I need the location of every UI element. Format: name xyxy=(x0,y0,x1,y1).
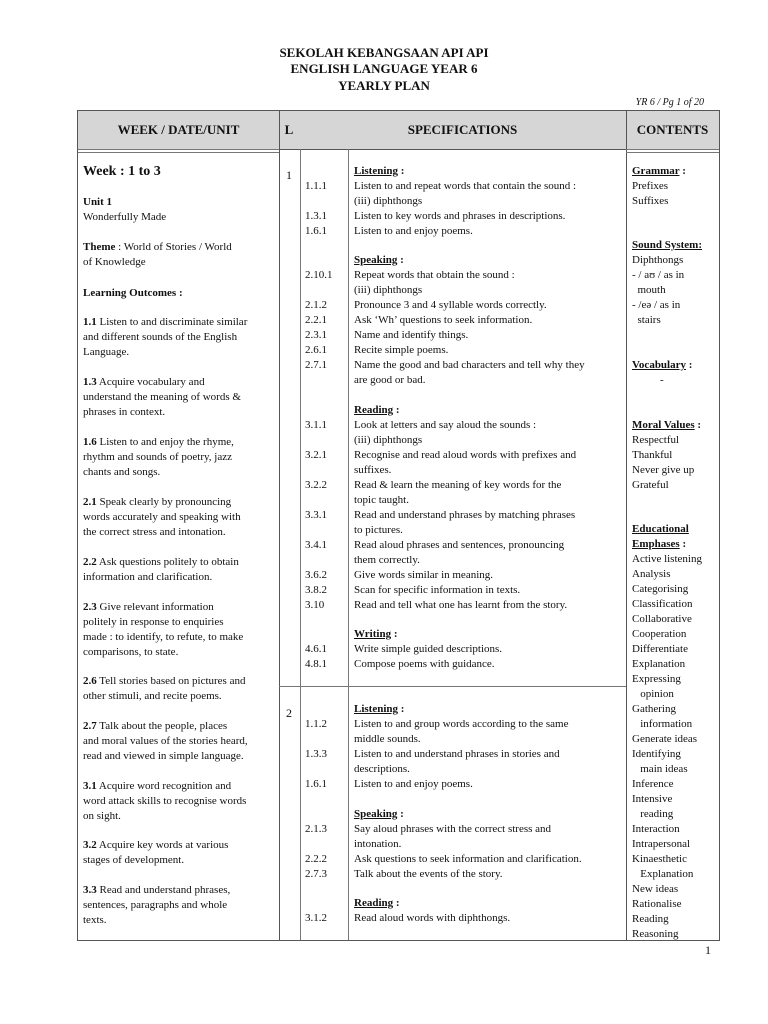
col-header-level: L xyxy=(284,122,294,137)
emphasis-item: Explanation xyxy=(632,658,686,670)
outcome-code: 3.2 xyxy=(83,839,97,851)
subject-title: ENGLISH LANGUAGE YEAR 6 xyxy=(290,61,478,76)
spec-text: Say aloud phrases with the correct stress and xyxy=(354,823,552,835)
spec-code: 4.6.1 xyxy=(305,643,327,655)
emphasis-item: Classification xyxy=(632,598,693,610)
emphasis-item: information xyxy=(632,718,693,730)
row-divider xyxy=(626,149,719,150)
reading-heading-row: Reading : xyxy=(354,404,400,416)
writing-heading: Writing xyxy=(354,628,392,640)
outcome-text: Acquire key words at various xyxy=(96,839,229,851)
plan-title: YEARLY PLAN xyxy=(338,78,430,93)
outcome-text: Acquire vocabulary and xyxy=(96,376,205,388)
spec-text: Listen to and enjoy poems. xyxy=(354,778,473,790)
vocabulary-heading: Vocabulary xyxy=(632,359,686,371)
spec-text: to pictures. xyxy=(354,524,403,536)
outcome-text: the correct stress and intonation. xyxy=(83,526,226,538)
spec-code: 2.1.3 xyxy=(305,823,327,835)
spec-text: Ask questions to seek information and clarification. xyxy=(354,853,582,865)
spec-code: 1.1.1 xyxy=(305,180,327,192)
outcome-text: chants and songs. xyxy=(83,466,161,478)
emphases-heading: Emphases xyxy=(632,538,680,550)
spec-code: 2.3.1 xyxy=(305,329,327,341)
outcome-text: Listen to and discriminate similar xyxy=(96,316,248,328)
spec-code: 3.10 xyxy=(305,599,325,611)
speaking-heading: Speaking xyxy=(354,254,398,266)
sound-item: Diphthongs xyxy=(632,254,684,266)
spec-text: them correctly. xyxy=(354,554,420,566)
row-divider xyxy=(78,149,279,150)
listening-heading-row: Listening : xyxy=(354,703,405,715)
spec-text: Listen to and enjoy poems. xyxy=(354,225,473,237)
outcome-item xyxy=(83,555,239,570)
spec-code: 4.8.1 xyxy=(305,658,327,670)
theme-line xyxy=(83,240,232,255)
spec-text: Read and tell what one has learnt from the story. xyxy=(354,599,568,611)
outcome-item xyxy=(83,719,227,734)
outcome-text: Talk about the people, places xyxy=(96,720,228,732)
outcome-code: 1.1 xyxy=(83,316,97,328)
spec-text: suffixes. xyxy=(354,464,392,476)
level-number: 2 xyxy=(286,706,292,720)
emphasis-item: Identifying xyxy=(632,748,681,760)
writing-heading-row: Writing : xyxy=(354,628,398,640)
outcome-text: sentences, paragraphs and whole xyxy=(83,899,228,911)
emphasis-item: Kinaesthetic xyxy=(632,853,687,865)
theme-text: : World of Stories / World xyxy=(115,241,232,253)
emphasis-item: Collaborative xyxy=(632,613,692,625)
spec-code: 2.6.1 xyxy=(305,344,327,356)
speaking-heading-row: Speaking : xyxy=(354,808,404,820)
outcome-item xyxy=(83,495,231,510)
emphasis-item: Categorising xyxy=(632,583,689,595)
outcome-text: rhythm and sounds of poetry, jazz xyxy=(83,451,232,463)
outcome-text: Read and understand phrases, xyxy=(96,884,231,896)
spec-text: (iii) diphthongs xyxy=(354,284,423,296)
sound-item: - /eə / as in xyxy=(632,299,681,311)
spec-code: 2.2.1 xyxy=(305,314,327,326)
outcome-text: texts. xyxy=(83,914,107,926)
moral-item: Grateful xyxy=(632,479,669,491)
emphasis-item: Intrapersonal xyxy=(632,838,691,850)
grammar-item: Suffixes xyxy=(632,195,669,207)
spec-code: 1.6.1 xyxy=(305,225,327,237)
emphasis-item: Interaction xyxy=(632,823,680,835)
moral-item: Thankful xyxy=(632,449,673,461)
listening-heading-row: Listening : xyxy=(354,165,405,177)
spec-code: 2.2.2 xyxy=(305,853,327,865)
learning-outcomes-heading: Learning Outcomes : xyxy=(83,287,183,299)
spec-text: (iii) diphthongs xyxy=(354,434,423,446)
reading-heading-row: Reading : xyxy=(354,897,400,909)
spec-text: Look at letters and say aloud the sounds : xyxy=(354,419,537,431)
outcome-text: word attack skills to recognise words xyxy=(83,795,247,807)
outcome-text: Language. xyxy=(83,346,130,358)
spec-text: Listen to and group words according to the same xyxy=(354,718,569,730)
theme-text-2: of Knowledge xyxy=(83,256,146,268)
emphasis-item: Rationalise xyxy=(632,898,682,910)
outcome-code: 1.6 xyxy=(83,436,97,448)
emphasis-item: Inference xyxy=(632,778,674,790)
outcome-text: Give relevant information xyxy=(96,601,214,613)
column-divider xyxy=(348,149,349,940)
outcome-text: Ask questions politely to obtain xyxy=(96,556,239,568)
column-divider xyxy=(300,149,301,940)
listening-heading: Listening xyxy=(354,703,399,715)
outcome-code: 3.3 xyxy=(83,884,97,896)
spec-text: Read aloud words with diphthongs. xyxy=(354,912,511,924)
spec-code: 1.6.1 xyxy=(305,778,327,790)
outcome-code: 2.7 xyxy=(83,720,97,732)
emphasis-item: Gathering xyxy=(632,703,676,715)
spec-text: Repeat words that obtain the sound : xyxy=(354,269,515,281)
outcome-code: 2.2 xyxy=(83,556,97,568)
spec-text: Read & learn the meaning of key words for the xyxy=(354,479,562,491)
spec-code: 3.2.1 xyxy=(305,449,327,461)
moral-row: Moral Values : xyxy=(632,419,702,431)
col-header-week: WEEK / DATE/UNIT xyxy=(117,122,240,137)
outcome-code: 1.3 xyxy=(83,376,97,388)
spec-code: 1.1.2 xyxy=(305,718,327,730)
outcome-item xyxy=(83,883,230,898)
col-header-specifications: SPECIFICATIONS xyxy=(407,122,518,137)
spec-code: 2.7.1 xyxy=(305,359,327,371)
outcome-item xyxy=(83,674,245,689)
outcome-text: stages of development. xyxy=(83,854,185,866)
vocabulary-row: Vocabulary : xyxy=(632,359,693,371)
grammar-heading: Grammar xyxy=(632,165,680,177)
unit-label: Unit 1 xyxy=(83,196,113,208)
theme-label: Theme xyxy=(83,241,116,253)
reading-heading: Reading xyxy=(354,404,394,416)
column-divider xyxy=(626,111,627,940)
emphasis-item: main ideas xyxy=(632,763,688,775)
outcome-code: 2.6 xyxy=(83,675,97,687)
educational-heading: Educational xyxy=(632,523,689,535)
outcome-text: Speak clearly by pronouncing xyxy=(96,496,232,508)
outcome-code: 2.1 xyxy=(83,496,97,508)
sound-item: mouth xyxy=(632,284,666,296)
grammar-item: Prefixes xyxy=(632,180,669,192)
outcome-text: Listen to and enjoy the rhyme, xyxy=(96,436,234,448)
outcome-item xyxy=(83,375,205,390)
spec-code: 3.1.1 xyxy=(305,419,327,431)
spec-text: topic taught. xyxy=(354,494,409,506)
spec-text: Recognise and read aloud words with prefixes and xyxy=(354,449,577,461)
outcome-item xyxy=(83,779,231,794)
row-divider xyxy=(626,152,719,153)
week-range: Week : 1 to 3 xyxy=(83,164,161,179)
spec-code: 3.8.2 xyxy=(305,584,327,596)
spec-code: 3.4.1 xyxy=(305,539,327,551)
outcome-text: and moral values of the stories heard, xyxy=(83,735,248,747)
spec-code: 3.3.1 xyxy=(305,509,327,521)
spec-text: Read and understand phrases by matching phrases xyxy=(354,509,576,521)
spec-code: 2.7.3 xyxy=(305,868,327,880)
spec-text: Listen to and understand phrases in stories and xyxy=(354,748,560,760)
speaking-heading: Speaking xyxy=(354,808,398,820)
spec-text: are good or bad. xyxy=(354,374,426,386)
outcome-text: and different sounds of the English xyxy=(83,331,238,343)
page-number: 1 xyxy=(705,943,711,957)
emphasis-item: Analysis xyxy=(632,568,671,580)
grammar-row: Grammar : xyxy=(632,165,686,177)
emphasis-item: Reasoning xyxy=(632,928,679,940)
spec-text: Listen to key words and phrases in descriptions. xyxy=(354,210,566,222)
column-divider xyxy=(279,111,280,940)
unit-title: Wonderfully Made xyxy=(83,211,167,223)
emphasis-item: reading xyxy=(632,808,674,820)
emphasis-item: Generate ideas xyxy=(632,733,698,745)
outcome-text: made : to identify, to refute, to make xyxy=(83,631,244,643)
row-divider xyxy=(279,686,626,687)
reading-heading: Reading xyxy=(354,897,394,909)
spec-text: descriptions. xyxy=(354,763,410,775)
emphasis-item: opinion xyxy=(632,688,674,700)
moral-values-heading: Moral Values xyxy=(632,419,695,431)
outcome-text: politely in response to enquiries xyxy=(83,616,224,628)
spec-code: 1.3.1 xyxy=(305,210,327,222)
moral-item: Respectful xyxy=(632,434,680,446)
emphasis-item: Cooperation xyxy=(632,628,687,640)
outcome-item xyxy=(83,838,228,853)
outcome-text: read and viewed in simple language. xyxy=(83,750,244,762)
emphasis-item: New ideas xyxy=(632,883,679,895)
sound-item: - / aʊ / as in xyxy=(632,269,685,281)
spec-code: 2.10.1 xyxy=(305,269,333,281)
spec-text: intonation. xyxy=(354,838,402,850)
spec-text: Give words similar in meaning. xyxy=(354,569,494,581)
school-name: SEKOLAH KEBANGSAAN API API xyxy=(279,45,489,60)
emphases-row: Emphases : xyxy=(632,538,687,550)
spec-code: 3.6.2 xyxy=(305,569,327,581)
outcome-text: Acquire word recognition and xyxy=(96,780,232,792)
spec-text: Pronounce 3 and 4 syllable words correctly. xyxy=(354,299,547,311)
outcome-text: phrases in context. xyxy=(83,406,166,418)
level-number: 1 xyxy=(286,168,292,182)
sound-system-heading: Sound System: xyxy=(632,239,702,251)
page-reference: YR 6 / Pg 1 of 20 xyxy=(635,97,704,108)
emphasis-item: Expressing xyxy=(632,673,681,685)
spec-text: Name the good and bad characters and tell why they xyxy=(354,359,585,371)
outcome-item xyxy=(83,600,214,615)
sound-item: stairs xyxy=(632,314,661,326)
spec-text: Name and identify things. xyxy=(354,329,469,341)
spec-text: Ask ‘Wh’ questions to seek information. xyxy=(354,314,533,326)
spec-text: (iii) diphthongs xyxy=(354,195,423,207)
spec-code: 1.3.3 xyxy=(305,748,327,760)
spec-code: 3.2.2 xyxy=(305,479,327,491)
spec-code: 3.1.2 xyxy=(305,912,327,924)
emphasis-item: Intensive xyxy=(632,793,673,805)
outcome-text: other stimuli, and recite poems. xyxy=(83,690,222,702)
outcome-text: on sight. xyxy=(83,810,121,822)
spec-text: Talk about the events of the story. xyxy=(354,868,503,880)
vocabulary-item: - xyxy=(660,374,664,386)
spec-text: Recite simple poems. xyxy=(354,344,449,356)
outcome-text: information and clarification. xyxy=(83,571,213,583)
emphasis-item: Differentiate xyxy=(632,643,688,655)
spec-text: Compose poems with guidance. xyxy=(354,658,495,670)
moral-item: Never give up xyxy=(632,464,695,476)
emphasis-item: Explanation xyxy=(632,868,694,880)
outcome-text: comparisons, to state. xyxy=(83,646,179,658)
emphasis-item: Reading xyxy=(632,913,669,925)
row-divider xyxy=(78,152,279,153)
outcome-code: 2.3 xyxy=(83,601,97,613)
spec-text: Write simple guided descriptions. xyxy=(354,643,503,655)
spec-text: middle sounds. xyxy=(354,733,421,745)
spec-text: Listen to and repeat words that contain the sound : xyxy=(354,180,577,192)
col-header-contents: CONTENTS xyxy=(636,122,709,137)
table-header-row xyxy=(78,111,719,150)
spec-text: Read aloud phrases and sentences, pronouncing xyxy=(354,539,565,551)
speaking-heading-row: Speaking : xyxy=(354,254,404,266)
spec-text: Scan for specific information in texts. xyxy=(354,584,521,596)
listening-heading: Listening xyxy=(354,165,399,177)
outcome-text: Tell stories based on pictures and xyxy=(96,675,246,687)
outcome-text: understand the meaning of words & xyxy=(83,391,241,403)
spec-code: 2.1.2 xyxy=(305,299,327,311)
outcome-text: words accurately and speaking with xyxy=(83,511,241,523)
outcome-item xyxy=(83,315,247,330)
emphasis-item: Active listening xyxy=(632,553,702,565)
outcome-item xyxy=(83,435,234,450)
outcome-code: 3.1 xyxy=(83,780,97,792)
